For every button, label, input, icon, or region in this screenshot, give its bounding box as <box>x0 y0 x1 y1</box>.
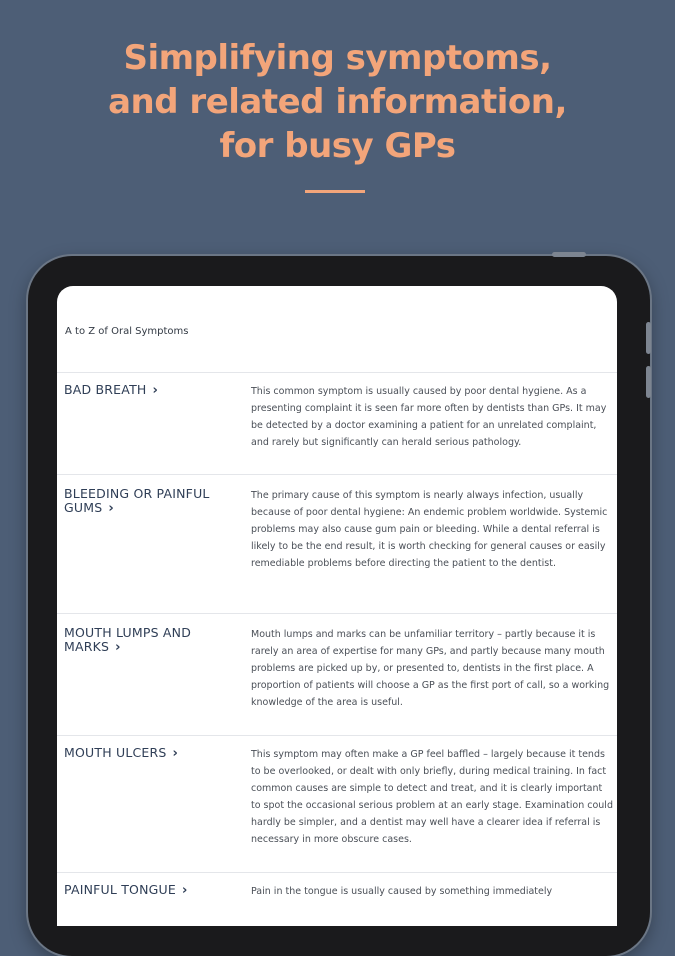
headline <box>0 36 675 168</box>
chevron-right-icon: › <box>181 883 188 898</box>
symptom-item-mouth-ulcers[interactable] <box>57 735 617 873</box>
symptom-title-line: BLEEDING OR PAINFUL <box>64 486 210 501</box>
symptom-title-line: BAD BREATH <box>64 382 147 397</box>
chevron-right-icon: › <box>152 383 159 398</box>
symptom-title-line: MARKS <box>64 639 110 654</box>
symptom-description: The primary cause of this symptom is nearly always infection, usually because of poor dental hygiene: An endemic problem worldwide. Systemic problems may also cause gum pain or bleeding. While a dental referral is likely to be the end result, it is worth checking for general causes or easily remediable problems before directing the patient to the dentist. <box>251 490 608 569</box>
symptom-title-line: MOUTH ULCERS <box>64 745 167 760</box>
symptom-title[interactable] <box>64 746 239 761</box>
symptom-title[interactable] <box>64 626 239 655</box>
symptom-description: Mouth lumps and marks can be unfamiliar territory – partly because it is rarely an area of expertise for many GPs, and partly because many mouth problems are picked up by, or presented to, dentists in the first place. A proportion of patients will choose a GP as the first port of call, so a working knowledge of the area is useful. <box>251 629 610 708</box>
symptom-title-line: PAINFUL TONGUE <box>64 882 176 897</box>
symptom-title[interactable] <box>64 487 239 516</box>
symptom-title[interactable] <box>64 383 239 398</box>
chevron-right-icon: › <box>115 640 121 655</box>
page-title: A to Z of Oral Symptoms <box>65 326 189 337</box>
symptom-title[interactable] <box>64 883 239 898</box>
chevron-right-icon: › <box>108 501 114 516</box>
tablet-volume-down-button <box>646 366 651 398</box>
headline-divider <box>305 190 365 193</box>
app-screen <box>57 286 617 926</box>
tablet-volume-up-button <box>646 322 651 354</box>
headline-line-3: for busy GPs <box>219 126 456 166</box>
symptom-title-line: MOUTH LUMPS AND <box>64 625 192 640</box>
symptom-description: This common symptom is usually caused by poor dental hygiene. As a presenting complaint it is seen far more often by dentists than GPs. It may be detected by a doctor examining a patient for an unrelated complaint, and rarely but significantly can herald serious pathology. <box>251 386 607 448</box>
symptom-item-mouth-lumps-and-marks[interactable] <box>57 613 617 736</box>
tablet-power-button <box>552 252 586 257</box>
symptom-item-painful-tongue[interactable] <box>57 872 617 926</box>
symptom-title-line: GUMS <box>64 500 103 515</box>
headline-line-1: Simplifying symptoms, <box>123 38 552 78</box>
symptom-item-bleeding-or-painful-gums[interactable] <box>57 474 617 614</box>
symptom-item-bad-breath[interactable] <box>57 372 617 475</box>
headline-line-2: and related information, <box>108 82 567 122</box>
symptom-description: This symptom may often make a GP feel baffled – largely because it tends to be overlooked, or dealt with only briefly, during medical training. In fact common causes are simple to detect and treat, and it is clearly important to spot the occasional serious problem at an early stage. Examination could hardly be simpler, and a dentist may well have a clearer idea if referral is necessary in more obscure cases. <box>251 749 613 845</box>
chevron-right-icon: › <box>172 746 179 761</box>
symptom-description: Pain in the tongue is usually caused by something immediately <box>251 886 553 897</box>
